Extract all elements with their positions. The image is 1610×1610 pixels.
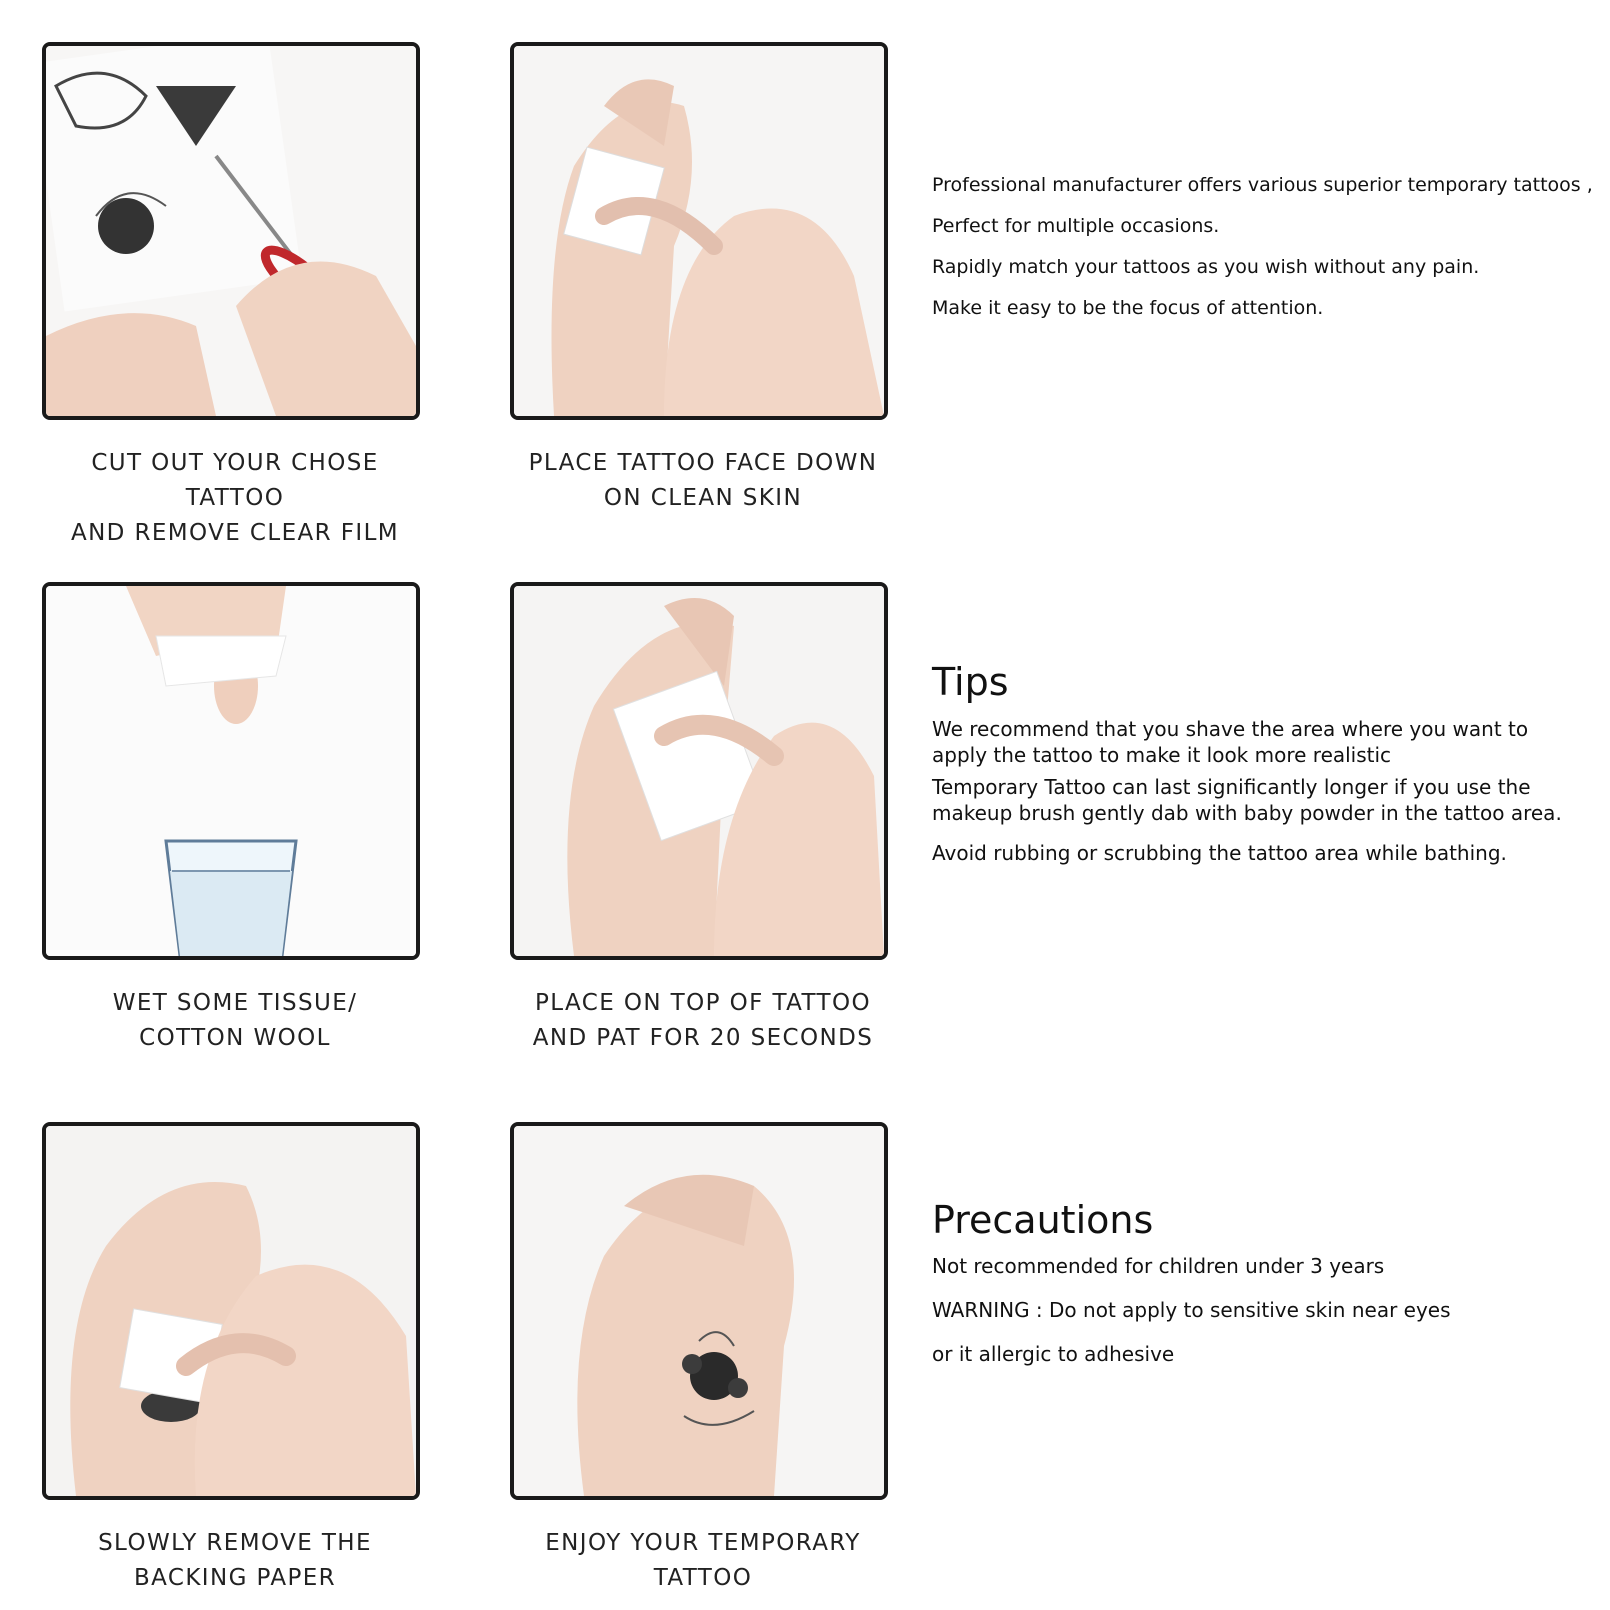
step-2	[510, 42, 896, 516]
tips-line: apply the tattoo to make it look more realistic	[932, 743, 1392, 767]
step-3-caption: WET SOME TISSUE/ COTTON WOOL	[112, 990, 358, 1051]
precautions-line: WARNING : Do not apply to sensitive skin near eyes	[932, 1298, 1451, 1322]
precautions-title: Precautions	[932, 1198, 1154, 1242]
step-6-image	[510, 1122, 888, 1500]
precautions-line: or it allergic to adhesive	[932, 1342, 1175, 1366]
tips-line: We recommend that you shave the area where you want to	[932, 717, 1529, 741]
precautions-line: Not recommended for children under 3 years	[932, 1254, 1385, 1278]
step-5-caption: SLOWLY REMOVE THE BACKING PAPER	[98, 1530, 372, 1591]
step-4-image	[510, 582, 888, 960]
step-1-caption: CUT OUT YOUR CHOSE TATTOO AND REMOVE CLEAR FILM	[70, 450, 400, 546]
step-6	[510, 1122, 896, 1596]
remove-backing-illustration	[46, 1126, 416, 1496]
tips-title: Tips	[932, 660, 1009, 704]
intro-line: Rapidly match your tattoos as you wish without any pain.	[932, 256, 1480, 278]
step-1	[42, 42, 428, 551]
step-1-image	[42, 42, 420, 420]
step-3	[42, 582, 428, 1056]
step-5	[42, 1122, 428, 1596]
tips-line: Avoid rubbing or scrubbing the tattoo area while bathing.	[932, 841, 1507, 865]
tips-line: Temporary Tattoo can last significantly longer if you use the	[932, 775, 1531, 799]
wet-tissue-illustration	[46, 586, 416, 956]
step-2-caption: PLACE TATTOO FACE DOWN ON CLEAN SKIN	[528, 450, 878, 511]
step-3-image	[42, 582, 420, 960]
pat-tattoo-illustration	[514, 586, 884, 956]
intro-line: Professional manufacturer offers various superior temporary tattoos ,	[932, 174, 1593, 196]
step-4	[510, 582, 896, 1056]
cutting-tattoo-illustration	[46, 46, 416, 416]
tips-line: makeup brush gently dab with baby powder in the tattoo area.	[932, 801, 1562, 825]
step-4-caption: PLACE ON TOP OF TATTOO AND PAT FOR 20 SECONDS	[532, 990, 874, 1051]
finished-tattoo-illustration	[514, 1126, 884, 1496]
placing-tattoo-illustration	[514, 46, 884, 416]
intro-section	[932, 174, 1593, 338]
step-2-image	[510, 42, 888, 420]
step-5-image	[42, 1122, 420, 1500]
intro-line: Make it easy to be the focus of attention.	[932, 297, 1324, 319]
intro-line: Perfect for multiple occasions.	[932, 215, 1220, 237]
tips-section	[932, 660, 1562, 866]
step-6-caption: ENJOY YOUR TEMPORARY TATTOO	[545, 1530, 861, 1591]
precautions-section	[932, 1198, 1451, 1386]
